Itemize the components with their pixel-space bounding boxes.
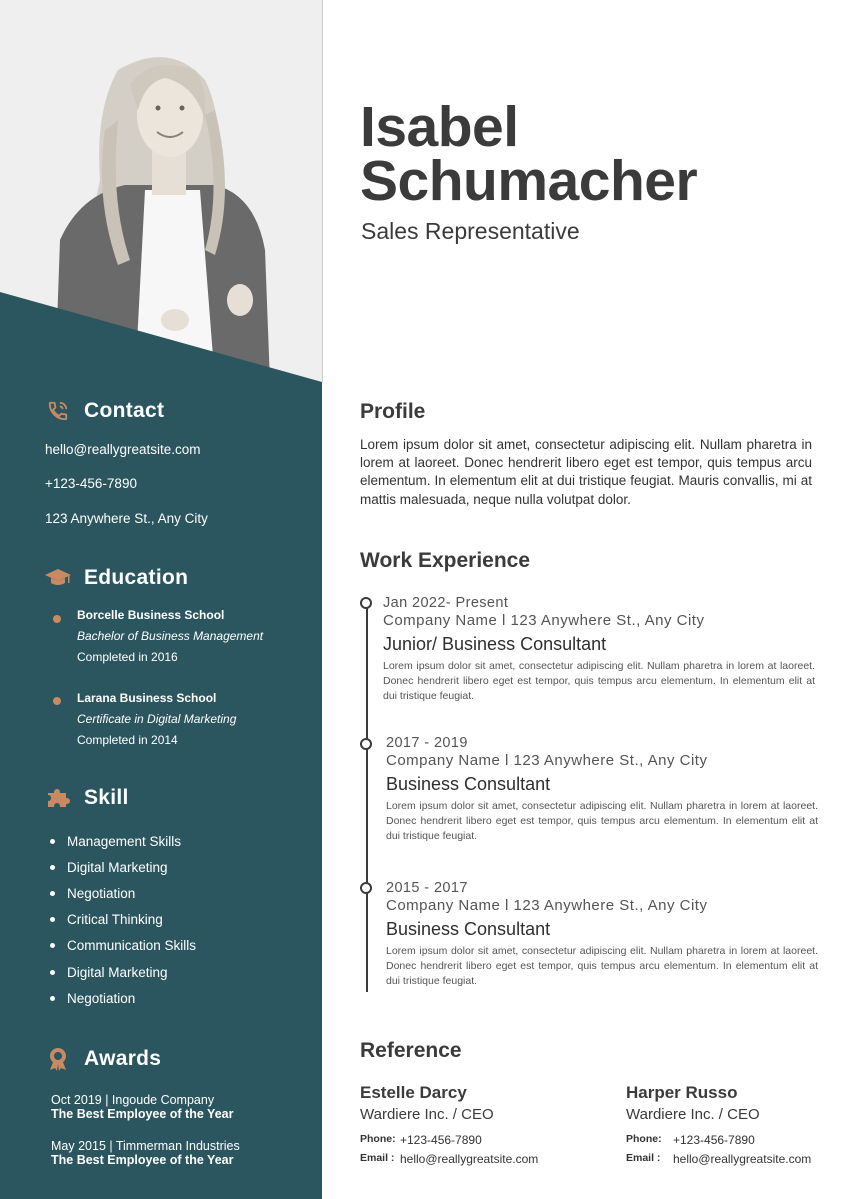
list-item: Communication Skills xyxy=(50,933,196,959)
job-period: 2015 - 2017 xyxy=(386,880,468,896)
education-degree: Certificate in Digital Marketing xyxy=(77,712,237,726)
reference-email[interactable]: hello@reallygreatsite.com xyxy=(673,1152,812,1166)
puzzle-icon xyxy=(44,787,72,809)
page-title xyxy=(360,95,698,213)
list-item: Critical Thinking xyxy=(50,907,196,933)
reference-name: Estelle Darcy xyxy=(360,1083,467,1102)
bullet-dot xyxy=(53,615,61,623)
reference-email-row xyxy=(360,1152,538,1166)
phone-label: Phone: xyxy=(626,1133,662,1145)
education-degree: Bachelor of Business Management xyxy=(77,629,264,643)
timeline-dot xyxy=(360,738,372,750)
job-company: Company Name l 123 Anywhere St., Any City xyxy=(386,752,708,769)
reference-phone[interactable]: +123-456-7890 xyxy=(673,1133,755,1147)
bullet-dot xyxy=(53,697,61,705)
graduation-cap-icon xyxy=(44,567,72,589)
reference-phone[interactable]: +123-456-7890 xyxy=(400,1133,482,1147)
work-heading: Work Experience xyxy=(360,549,531,572)
divider xyxy=(322,0,323,382)
award-line: May 2015 | Timmerman Industries xyxy=(51,1139,240,1153)
list-item: Management Skills xyxy=(50,828,196,854)
job-title: Business Consultant xyxy=(386,919,551,939)
reference-email-row xyxy=(626,1152,811,1166)
award-title: The Best Employee of the Year xyxy=(51,1153,234,1167)
skill-heading: Skill xyxy=(44,786,129,810)
reference-email[interactable]: hello@reallygreatsite.com xyxy=(400,1152,539,1166)
timeline-line xyxy=(366,604,368,992)
contact-phone[interactable]: +123-456-7890 xyxy=(45,476,137,491)
job-company: Company Name l 123 Anywhere St., Any City xyxy=(386,897,708,914)
job-title: Junior/ Business Consultant xyxy=(383,634,607,654)
list-item: Negotiation xyxy=(50,880,196,906)
reference-phone-row xyxy=(360,1133,538,1147)
job-description: Lorem ipsum dolor sit amet, consectetur adipiscing elit. Nullam pharetra in lorem at laoreet. Donec hendrerit libero eget est tempor, quis tempus arcu elementum. In elementum elit at dui tristique feugiat. xyxy=(383,660,815,702)
email-label: Email : xyxy=(360,1152,395,1164)
medal-icon xyxy=(44,1048,72,1070)
education-item xyxy=(77,688,236,751)
skill-list xyxy=(50,828,196,1011)
reference-phone-row xyxy=(626,1133,811,1147)
education-heading: Education xyxy=(44,566,188,590)
sidebar xyxy=(0,0,322,1199)
reference-card xyxy=(626,1083,811,1166)
contact-address: 123 Anywhere St., Any City xyxy=(45,511,208,526)
job-entry xyxy=(386,880,818,989)
job-role: Sales Representative xyxy=(361,218,580,244)
job-title: Business Consultant xyxy=(386,774,551,794)
phone-icon xyxy=(44,400,72,422)
education-school: Borcelle Business School xyxy=(77,608,225,622)
reference-heading: Reference xyxy=(360,1039,462,1062)
award-item xyxy=(51,1139,240,1167)
list-item: Negotiation xyxy=(50,985,196,1011)
job-company: Company Name l 123 Anywhere St., Any City xyxy=(383,612,705,629)
job-period: 2017 - 2019 xyxy=(386,735,468,751)
job-description: Lorem ipsum dolor sit amet, consectetur adipiscing elit. Nullam pharetra in lorem at laoreet. Donec hendrerit libero eget est tempor, quis tempus arcu elementum. In elementum elit at dui tristique feugiat. xyxy=(386,945,818,987)
award-title: The Best Employee of the Year xyxy=(51,1107,234,1121)
reference-card xyxy=(360,1083,538,1166)
job-entry xyxy=(386,735,818,844)
contact-email[interactable]: hello@reallygreatsite.com xyxy=(45,442,201,457)
profile-heading: Profile xyxy=(360,400,426,423)
award-item xyxy=(51,1093,233,1121)
job-entry xyxy=(383,595,815,704)
timeline-dot xyxy=(360,882,372,894)
education-item xyxy=(77,605,263,668)
education-school: Larana Business School xyxy=(77,691,217,705)
list-item: Digital Marketing xyxy=(50,959,196,985)
reference-position: Wardiere Inc. / CEO xyxy=(626,1106,760,1123)
email-label: Email : xyxy=(626,1152,661,1164)
job-period: Jan 2022- Present xyxy=(383,595,509,611)
phone-label: Phone: xyxy=(360,1133,396,1145)
timeline-dot xyxy=(360,597,372,609)
education-completed: Completed in 2014 xyxy=(77,733,178,747)
education-completed: Completed in 2016 xyxy=(77,650,178,664)
first-name: Isabel xyxy=(360,95,519,159)
contact-heading: Contact xyxy=(44,399,164,423)
profile-text: Lorem ipsum dolor sit amet, consectetur adipiscing elit. Nullam pharetra in lorem at laoreet. Donec hendrerit libero eget est tempor, quis tempus arcu elementum. In elementum elit at dui tristique feugiat. Mauris convallis, mi at mattis malesuada, neque nulla volutpat dolor. xyxy=(360,437,812,507)
awards-heading: Awards xyxy=(44,1047,161,1071)
list-item: Digital Marketing xyxy=(50,854,196,880)
job-description: Lorem ipsum dolor sit amet, consectetur adipiscing elit. Nullam pharetra in lorem at laoreet. Donec hendrerit libero eget est tempor, quis tempus arcu elementum. In elementum elit at dui tristique feugiat. xyxy=(386,800,818,842)
last-name: Schumacher xyxy=(360,149,698,213)
reference-name: Harper Russo xyxy=(626,1083,738,1102)
reference-position: Wardiere Inc. / CEO xyxy=(360,1106,494,1123)
award-line: Oct 2019 | Ingoude Company xyxy=(51,1093,215,1107)
